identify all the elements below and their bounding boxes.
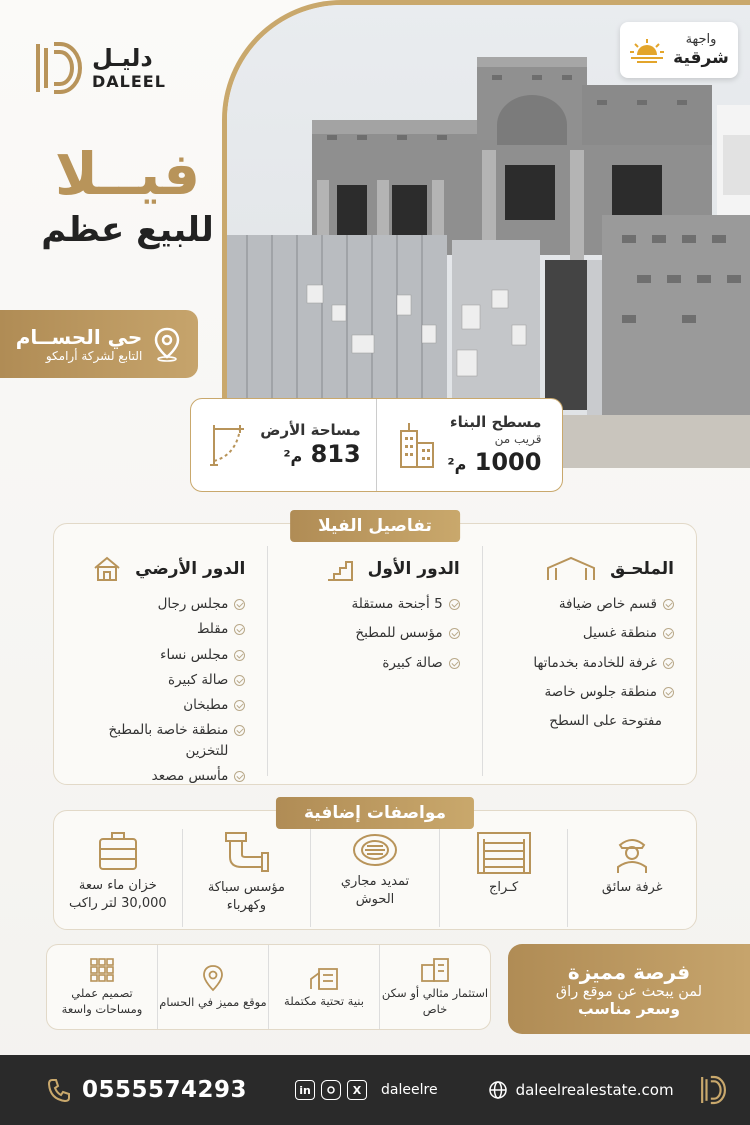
building-area-stat xyxy=(377,399,562,491)
ground-floor-item: مجلس رجال xyxy=(76,594,245,614)
opportunity-line1: لمن يبحث عن موقع راق xyxy=(555,984,703,1000)
globe-icon xyxy=(488,1080,508,1100)
buildings-icon xyxy=(420,957,450,983)
check-icon xyxy=(234,771,245,782)
ground-floor-item: صالة كبيرة xyxy=(76,670,245,690)
check-icon xyxy=(234,599,245,610)
area-stats xyxy=(190,398,563,492)
first-floor-item: 5 أجنحة مستقلة xyxy=(290,594,459,614)
driver-icon xyxy=(610,831,654,875)
feature-infrastructure: بنية تحتية مكتملة xyxy=(269,945,380,1029)
annex-item: غرفة للخادمة بخدماتها xyxy=(505,653,674,673)
phone-number: 0555574293 xyxy=(82,1077,248,1103)
spec-plumbing: مؤسس سباكة وكهرباء xyxy=(183,829,312,927)
garage-icon xyxy=(476,831,532,875)
building-area-sub: قريب من xyxy=(494,431,542,446)
check-icon xyxy=(663,658,674,669)
building-area-value: 1000 م² xyxy=(447,447,542,476)
headline-sub: للبيع عظم xyxy=(41,209,214,250)
grid-icon xyxy=(89,957,115,983)
location-badge xyxy=(0,310,198,378)
check-icon xyxy=(449,628,460,639)
ground-floor-column xyxy=(54,546,268,784)
footer-bar xyxy=(0,1055,750,1125)
facing-value: شرقية xyxy=(673,47,729,68)
location-pin-icon xyxy=(202,964,224,992)
additional-specs-panel xyxy=(53,803,697,930)
feature-location: موقع مميز في الحسام xyxy=(158,945,269,1029)
check-icon xyxy=(663,628,674,639)
social-links xyxy=(295,1080,438,1100)
spec-driver-room: غرفة سائق xyxy=(568,829,696,927)
location-name: حي الحســام xyxy=(15,325,143,349)
land-area-label: مساحة الأرض xyxy=(260,420,361,439)
feature-design: تصميم عملي ومساحات واسعة xyxy=(47,945,158,1029)
manhole-icon xyxy=(351,831,399,869)
first-floor-title: الدور الأول xyxy=(367,559,460,579)
land-area-value: 813 م² xyxy=(283,440,361,469)
villa-details-panel xyxy=(53,516,697,785)
brand-name-arabic: دليـل xyxy=(92,44,153,73)
headline xyxy=(20,140,235,250)
instagram-icon[interactable] xyxy=(321,1080,341,1100)
brand-logo xyxy=(34,38,166,98)
ground-floor-item: منطقة خاصة بالمطبخ للتخزين xyxy=(76,720,245,761)
check-icon xyxy=(234,700,245,711)
first-floor-column xyxy=(268,546,482,776)
headline-main: فيــلا xyxy=(54,140,201,208)
opportunity-title: فرصة مميزة xyxy=(567,960,691,984)
annex-column xyxy=(483,546,696,776)
check-icon xyxy=(449,658,460,669)
additional-specs-title: مواصفات إضافية xyxy=(276,797,474,829)
map-pin-icon xyxy=(152,326,182,362)
facing-label: واجهة xyxy=(685,32,717,47)
check-icon xyxy=(234,624,245,635)
first-floor-item: صالة كبيرة xyxy=(290,653,459,673)
website-url: daleelrealestate.com xyxy=(515,1081,674,1099)
ground-floor-item: مأسس مصعد xyxy=(76,766,245,786)
facing-badge xyxy=(620,22,738,78)
check-icon xyxy=(663,599,674,610)
annex-item: منطقة غسيل xyxy=(505,623,674,643)
check-icon xyxy=(234,675,245,686)
spec-garage: كـراج xyxy=(440,829,569,927)
check-icon xyxy=(234,650,245,661)
linkedin-icon[interactable]: in xyxy=(295,1080,315,1100)
check-icon xyxy=(663,687,674,698)
spec-water-tank: خزان ماء سعة 30,000 لتر راكب xyxy=(54,829,183,927)
brand-name-english: DALEEL xyxy=(92,71,166,91)
water-tank-icon xyxy=(96,831,140,873)
stairs-icon xyxy=(326,556,354,582)
house-icon xyxy=(93,556,121,582)
annex-item: منطقة جلوس خاصة xyxy=(505,682,674,702)
rooftop-icon xyxy=(546,556,596,582)
land-area-stat xyxy=(191,399,377,491)
phone-contact[interactable] xyxy=(46,1077,247,1103)
daleel-logo-mark-icon xyxy=(34,38,82,98)
first-floor-item: مؤسس للمطبخ xyxy=(290,623,459,643)
opportunity-banner xyxy=(508,944,750,1034)
location-subtitle: التابع لشركة أرامكو xyxy=(45,349,143,363)
annex-item: قسم خاص ضيافة xyxy=(505,594,674,614)
villa-details-title: تفاصيل الفيلا xyxy=(290,510,460,542)
building-area-label: مسطح البناء xyxy=(449,413,542,432)
annex-title: الملحـق xyxy=(610,559,674,579)
ground-floor-item: مقلط xyxy=(76,619,245,639)
building-icon xyxy=(398,421,436,469)
annex-note: مفتوحة على السطح xyxy=(549,713,662,729)
ground-floor-title: الدور الأرضي xyxy=(135,559,246,579)
x-icon[interactable]: X xyxy=(347,1080,367,1100)
website-link[interactable] xyxy=(488,1080,674,1100)
opportunity-line2: وسعر مناسب xyxy=(577,1000,681,1018)
ground-floor-item: مجلس نساء xyxy=(76,645,245,665)
check-icon xyxy=(234,725,245,736)
social-handle[interactable]: daleelre xyxy=(381,1082,438,1098)
spec-drainage: تمديد مجاري الحوش xyxy=(311,829,440,927)
feature-investment: استثمار مثالي أو سكن خاص xyxy=(380,945,490,1029)
pipe-icon xyxy=(222,831,270,875)
features-panel xyxy=(46,944,491,1030)
phone-icon xyxy=(46,1077,72,1103)
infrastructure-icon xyxy=(309,965,339,991)
check-icon xyxy=(449,599,460,610)
land-measure-icon xyxy=(206,421,248,469)
sunrise-icon xyxy=(629,37,665,63)
footer-logo-icon xyxy=(700,1072,726,1108)
ground-floor-item: مطبخان xyxy=(76,695,245,715)
